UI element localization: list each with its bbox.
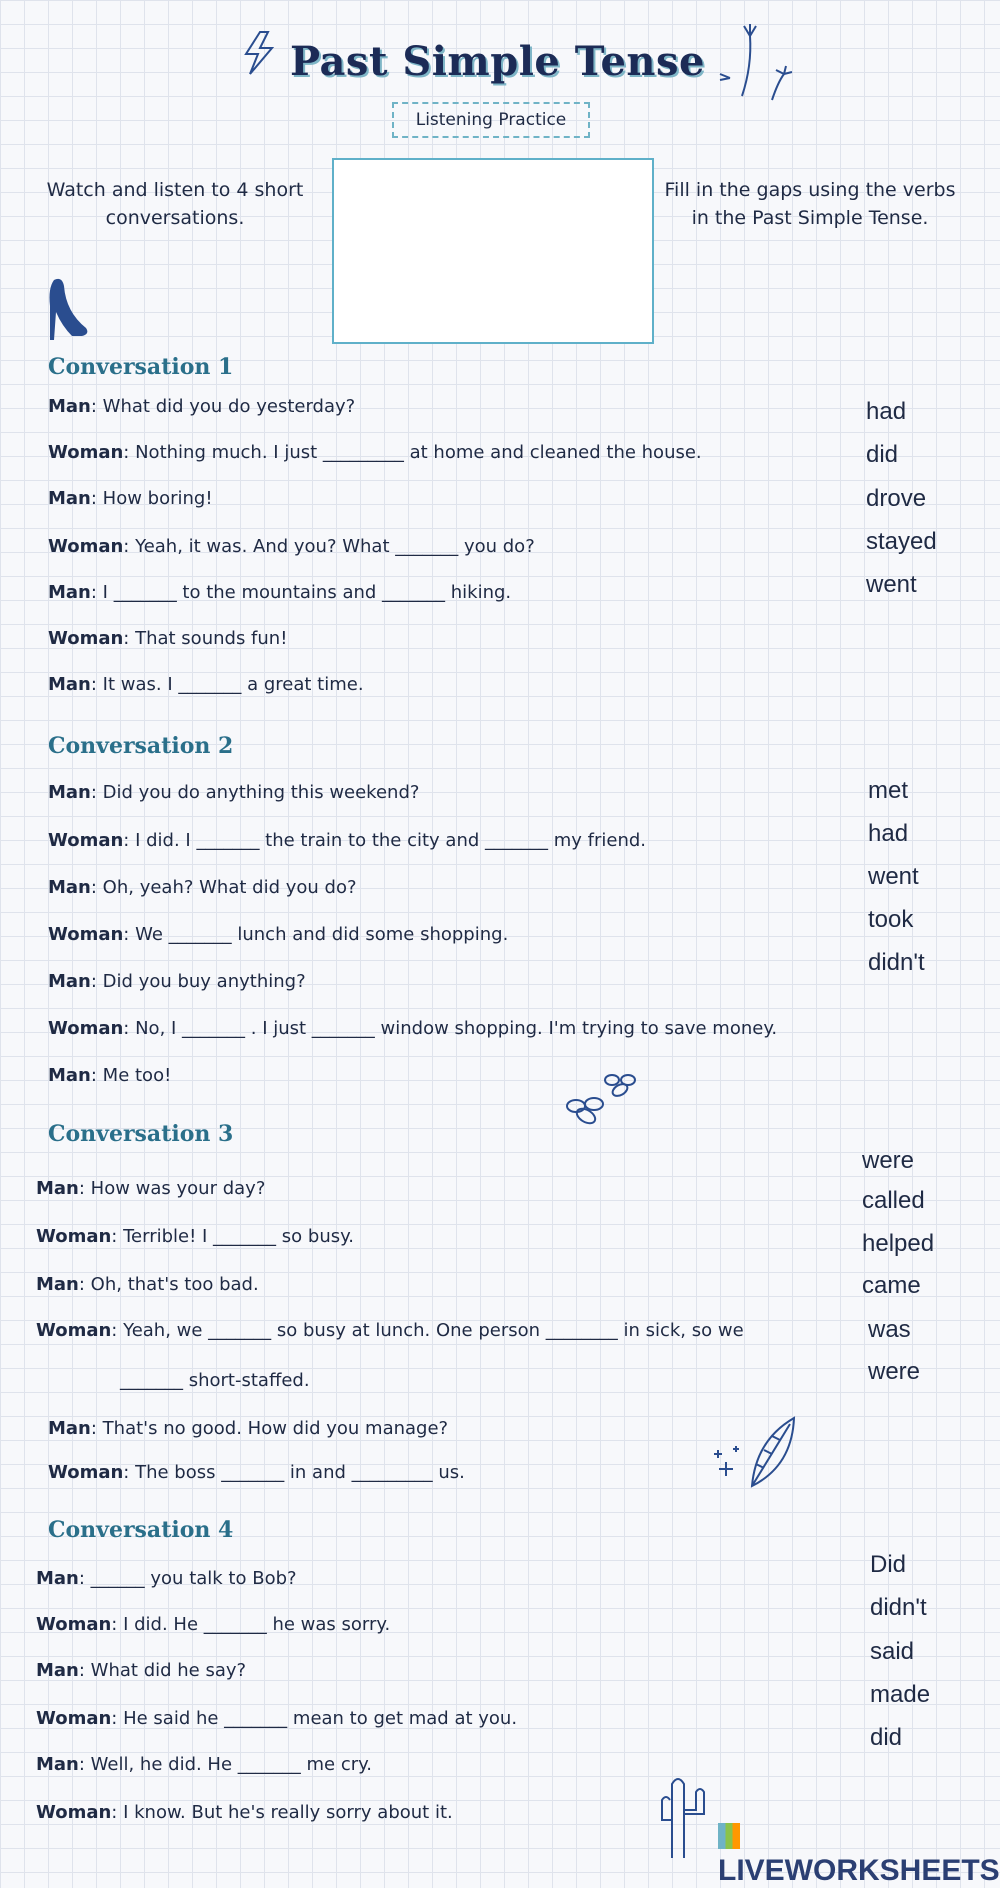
dandelion-icon: [712, 16, 802, 106]
conversation-line: Woman: I did. He _______ he was sorry.: [36, 1614, 391, 1635]
word-bank-item[interactable]: met: [868, 777, 909, 804]
conversation-1-heading: Conversation 1: [48, 354, 234, 380]
speaker-label: Woman: [36, 1614, 112, 1635]
word-bank-item[interactable]: were: [868, 1358, 921, 1385]
conversation-line: Man: What did you do yesterday?: [48, 396, 356, 417]
speaker-label: Man: [48, 1418, 91, 1439]
speaker-label: Man: [36, 1178, 79, 1199]
speaker-label: Man: [48, 488, 91, 509]
line-text: We _______ lunch and did some shopping.: [135, 924, 509, 945]
word-bank-item[interactable]: didn't: [870, 1594, 927, 1621]
word-bank-item[interactable]: had: [866, 398, 907, 425]
line-text: That's no good. How did you manage?: [102, 1418, 449, 1439]
speaker-label: Woman: [48, 1462, 124, 1483]
lightning-icon: [238, 30, 280, 80]
line-text: That sounds fun!: [135, 628, 288, 649]
line-text: No, I _______ . I just _______ window shopping. I'm trying to save money.: [135, 1018, 778, 1039]
speaker-label: Woman: [48, 1018, 124, 1039]
conversation-line: Man: What did he say?: [36, 1660, 247, 1681]
speaker-label: Man: [36, 1754, 79, 1775]
line-text: Did you buy anything?: [102, 971, 306, 992]
conversation-4-heading: Conversation 4: [48, 1517, 234, 1543]
video-player[interactable]: [332, 158, 654, 344]
line-text: I know. But he's really sorry about it.: [123, 1802, 453, 1823]
high-heel-icon: [42, 276, 92, 346]
word-bank-item[interactable]: called: [862, 1187, 925, 1214]
line-text: _______ short-staffed.: [120, 1370, 310, 1391]
speaker-label: Man: [48, 782, 91, 803]
conversation-line: Man: How boring!: [48, 488, 213, 509]
speaker-label: Woman: [36, 1320, 112, 1341]
word-bank-item[interactable]: came: [862, 1272, 921, 1299]
word-bank-item[interactable]: had: [868, 820, 909, 847]
line-text: He said he _______ mean to get mad at you.: [123, 1708, 518, 1729]
line-text: Terrible! I _______ so busy.: [123, 1226, 354, 1247]
line-text: Nothing much. I just _________ at home and cleaned the house.: [135, 442, 702, 463]
conversation-line: Woman: That sounds fun!: [48, 628, 288, 649]
conversation-2-heading: Conversation 2: [48, 733, 234, 759]
word-bank-item[interactable]: made: [870, 1681, 931, 1708]
conversation-line: Man: Me too!: [48, 1065, 172, 1086]
word-bank-item[interactable]: said: [870, 1638, 915, 1665]
conversation-line: Man: Did you do anything this weekend?: [48, 782, 420, 803]
word-bank-item[interactable]: were: [862, 1147, 915, 1174]
word-bank-item[interactable]: took: [868, 906, 914, 933]
speaker-label: Woman: [48, 830, 124, 851]
conversation-line: Woman: Terrible! I _______ so busy.: [36, 1226, 354, 1247]
line-text: I did. He _______ he was sorry.: [123, 1614, 391, 1635]
conversation-line: Woman: The boss _______ in and _________ us.: [48, 1462, 465, 1483]
word-bank-item[interactable]: stayed: [866, 528, 937, 555]
instruction-right: Fill in the gaps using the verbs in the Past Simple Tense.: [664, 179, 956, 229]
line-text: It was. I _______ a great time.: [102, 674, 364, 695]
line-text: Yeah, we _______ so busy at lunch. One person ________ in sick, so we: [123, 1320, 744, 1341]
line-text: What did you do yesterday?: [102, 396, 356, 417]
speaker-label: Woman: [48, 536, 124, 557]
line-text: The boss _______ in and _________ us.: [135, 1462, 465, 1483]
speaker-label: Man: [36, 1660, 79, 1681]
conversation-line: Man: Oh, yeah? What did you do?: [48, 877, 357, 898]
speaker-label: Woman: [36, 1802, 112, 1823]
line-text: I _______ to the mountains and _______ hiking.: [102, 582, 512, 603]
word-bank-item[interactable]: was: [868, 1316, 911, 1343]
word-bank-item[interactable]: didn't: [868, 949, 925, 976]
line-text: Did you do anything this weekend?: [102, 782, 420, 803]
conversation-line: Man: I _______ to the mountains and _______ hiking.: [48, 582, 512, 603]
conversation-line: Man: It was. I _______ a great time.: [48, 674, 364, 695]
line-text: How boring!: [102, 488, 213, 509]
speaker-label: Man: [36, 1568, 79, 1589]
word-bank-item[interactable]: went: [868, 863, 919, 890]
conversation-line: Woman: We _______ lunch and did some shopping.: [48, 924, 509, 945]
conversation-line: Man: ______ you talk to Bob?: [36, 1568, 297, 1589]
line-text: What did he say?: [90, 1660, 247, 1681]
cactus-icon: [650, 1770, 710, 1864]
speaker-label: Man: [48, 674, 91, 695]
line-text: Well, he did. He _______ me cry.: [90, 1754, 372, 1775]
conversation-line: Woman: I know. But he's really sorry about it.: [36, 1802, 453, 1823]
conversation-line: Woman: Nothing much. I just _________ at home and cleaned the house.: [48, 442, 702, 463]
speaker-label: Man: [48, 877, 91, 898]
conversation-line: Man: Well, he did. He _______ me cry.: [36, 1754, 372, 1775]
word-bank-item[interactable]: drove: [866, 485, 927, 512]
speaker-label: Woman: [48, 628, 124, 649]
page-title: Past Simple Tense: [290, 38, 705, 85]
speaker-label: Woman: [48, 442, 124, 463]
speaker-label: Man: [36, 1274, 79, 1295]
conversation-line: Man: How was your day?: [36, 1178, 266, 1199]
word-bank-item[interactable]: did: [866, 441, 899, 468]
line-text: How was your day?: [90, 1178, 266, 1199]
conversation-line: Woman: No, I _______ . I just _______ window shopping. I'm trying to save money.: [48, 1018, 778, 1039]
word-bank-item[interactable]: went: [866, 571, 917, 598]
word-bank-item[interactable]: did: [870, 1724, 903, 1751]
leaf-sparkle-icon: [706, 1410, 806, 1504]
conversation-line: Woman: I did. I _______ the train to the city and _______ my friend.: [48, 830, 647, 851]
conversation-line: Woman: Yeah, we _______ so busy at lunch. One person ________ in sick, so we: [36, 1320, 744, 1341]
subtitle-box: Listening Practice: [392, 102, 590, 138]
conversation-line: Man: Did you buy anything?: [48, 971, 306, 992]
line-text: I did. I _______ the train to the city and _______ my friend.: [135, 830, 647, 851]
conversation-line: Woman: Yeah, it was. And you? What _______ you do?: [48, 536, 535, 557]
word-bank-item[interactable]: Did: [870, 1551, 907, 1578]
speaker-label: Man: [48, 396, 91, 417]
speaker-label: Man: [48, 971, 91, 992]
speaker-label: Man: [48, 1065, 91, 1086]
speaker-label: Man: [48, 582, 91, 603]
speaker-label: Woman: [36, 1708, 112, 1729]
conversation-line: Man: Oh, that's too bad.: [36, 1274, 259, 1295]
logo-mark-icon: [718, 1823, 740, 1849]
line-text: Yeah, it was. And you? What _______ you do?: [135, 536, 535, 557]
line-text: Me too!: [102, 1065, 172, 1086]
line-text: ______ you talk to Bob?: [90, 1568, 297, 1589]
bees-icon: [554, 1070, 644, 1144]
instruction-left: Watch and listen to 4 short conversations.: [46, 179, 304, 229]
line-text: Oh, that's too bad.: [90, 1274, 259, 1295]
speaker-label: Woman: [36, 1226, 112, 1247]
liveworksheets-logo: [718, 1820, 1000, 1888]
conversation-3-heading: Conversation 3: [48, 1121, 234, 1147]
conversation-line: Woman: He said he _______ mean to get mad at you.: [36, 1708, 518, 1729]
speaker-label: Woman: [48, 924, 124, 945]
line-text: Oh, yeah? What did you do?: [102, 877, 357, 898]
conversation-line: Man: That's no good. How did you manage?: [48, 1418, 449, 1439]
word-bank-item[interactable]: helped: [862, 1230, 935, 1257]
conversation-line: [120, 1370, 310, 1391]
logo-text: LIVEWORKSHEETS: [718, 1854, 1000, 1887]
